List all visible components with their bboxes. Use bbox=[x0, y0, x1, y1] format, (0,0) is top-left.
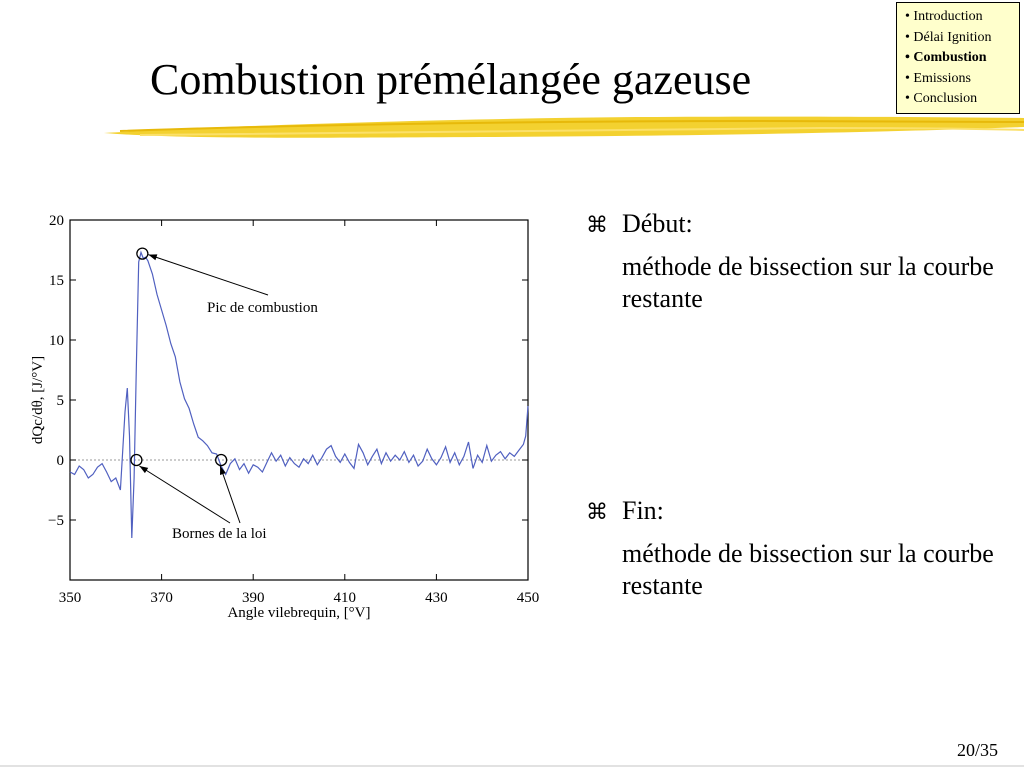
y-tick-label: 10 bbox=[49, 333, 64, 349]
y-axis-label: dQc/dθ, [J/°V] bbox=[30, 355, 46, 445]
y-tick-label: −5 bbox=[48, 513, 64, 529]
section-navigation-box bbox=[896, 2, 1020, 114]
y-tick-label: 0 bbox=[56, 453, 64, 469]
x-tick-label: 430 bbox=[425, 590, 448, 606]
bound-arrow bbox=[139, 466, 230, 523]
peak-arrow bbox=[148, 255, 268, 295]
y-tick-label: 5 bbox=[56, 393, 64, 409]
bullet-heading: Fin: bbox=[622, 496, 664, 525]
bound-marker bbox=[216, 455, 227, 466]
nav-item-delai-ignition[interactable]: • Délai Ignition bbox=[905, 28, 1011, 49]
bound-arrow bbox=[220, 466, 240, 523]
bullet-heading: Début: bbox=[622, 209, 693, 238]
command-key-icon: ⌘ bbox=[586, 500, 608, 525]
bullet-debut bbox=[586, 208, 1022, 314]
bullet-text: méthode de bissection sur la courbe restante bbox=[622, 539, 994, 600]
nav-item-conclusion[interactable]: • Conclusion bbox=[905, 89, 1011, 110]
x-tick-label: 350 bbox=[58, 590, 82, 606]
x-tick-label: 390 bbox=[241, 590, 265, 606]
bound-arrow-head bbox=[139, 466, 148, 473]
page-number: 20/35 bbox=[956, 740, 998, 760]
footer-divider bbox=[0, 765, 1024, 767]
x-tick-label: 370 bbox=[150, 590, 173, 606]
annotation-peak-label: Pic de combustion bbox=[207, 300, 318, 316]
x-tick-label: 410 bbox=[333, 590, 357, 606]
nav-item-emissions[interactable]: • Emissions bbox=[905, 69, 1011, 90]
peak-arrow-head bbox=[148, 254, 157, 260]
y-tick-label: 15 bbox=[49, 273, 64, 289]
heat-release-chart bbox=[30, 205, 560, 635]
y-tick-label: 20 bbox=[49, 213, 64, 229]
nav-item-introduction[interactable]: • Introduction bbox=[905, 7, 1011, 28]
annotation-bounds-label: Bornes de la loi bbox=[172, 526, 267, 542]
heat-release-curve bbox=[70, 252, 528, 538]
bullet-text: méthode de bissection sur la courbe restante bbox=[622, 252, 994, 313]
command-key-icon: ⌘ bbox=[586, 213, 608, 238]
x-axis-label: Angle vilebrequin, [°V] bbox=[227, 605, 371, 621]
x-tick-label: 450 bbox=[516, 590, 540, 606]
nav-item-combustion[interactable]: • Combustion bbox=[905, 48, 1011, 69]
bound-marker bbox=[131, 455, 142, 466]
slide-title: Combustion prémélangée gazeuse bbox=[150, 55, 752, 104]
bullet-fin bbox=[586, 495, 1022, 601]
